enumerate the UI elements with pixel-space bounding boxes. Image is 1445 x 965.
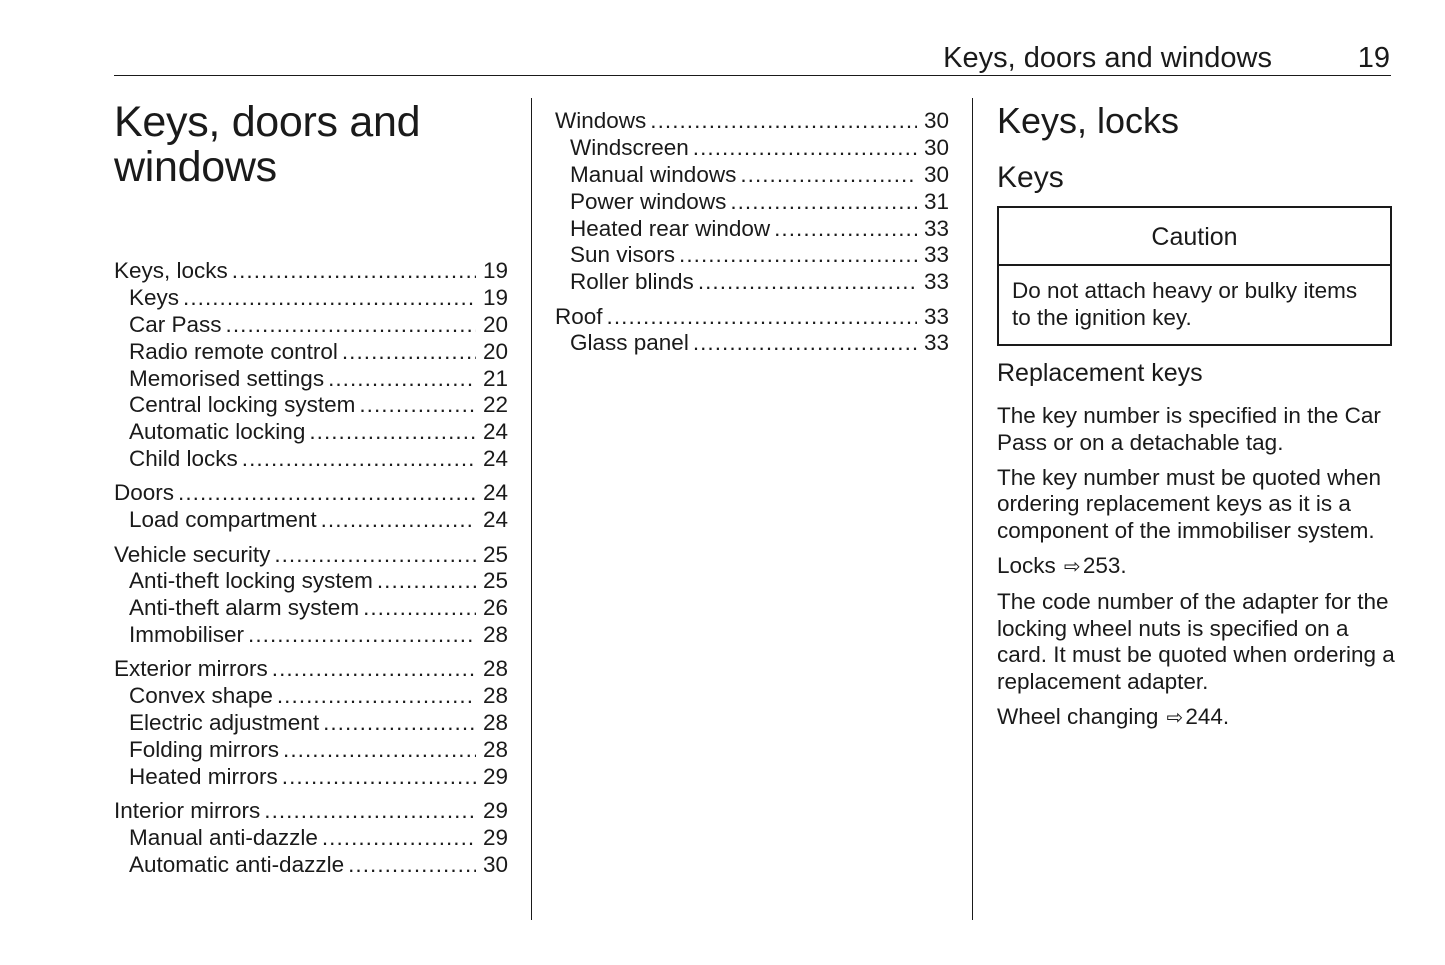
toc-entry[interactable]	[555, 242, 949, 269]
table-of-contents-left	[114, 258, 508, 879]
toc-entry-label: Manual anti-dazzle	[129, 825, 318, 850]
running-header-title: Keys, doors and windows	[943, 42, 1272, 74]
toc-entry[interactable]	[555, 135, 949, 162]
toc-leader-dots	[323, 710, 476, 737]
toc-entry[interactable]	[114, 366, 508, 393]
toc-entry-page: 24	[482, 480, 508, 506]
toc-entry-label: Exterior mirrors	[114, 656, 268, 682]
toc-entry-page: 33	[923, 330, 949, 356]
toc-entry[interactable]	[555, 304, 949, 331]
toc-leader-dots	[283, 737, 476, 764]
toc-entry[interactable]	[114, 764, 508, 791]
toc-entry-page: 24	[482, 446, 508, 472]
toc-entry-label: Interior mirrors	[114, 798, 261, 824]
toc-leader-dots	[730, 189, 917, 216]
toc-leader-dots	[282, 764, 476, 791]
toc-entry-page: 21	[482, 365, 508, 391]
toc-entry[interactable]	[114, 419, 508, 446]
arrow-right-outline-icon: ⇨	[1064, 555, 1081, 578]
toc-leader-dots	[377, 568, 476, 595]
paragraph-key-number: The key number is specified in the Car Pass or on a detachable tag.	[997, 403, 1381, 455]
toc-leader-dots	[248, 622, 476, 649]
toc-entry-page: 30	[923, 108, 949, 133]
toc-leader-dots	[242, 446, 476, 473]
toc-entry-label: Windscreen	[570, 134, 689, 160]
header-divider	[114, 75, 1391, 76]
toc-leader-dots	[359, 392, 476, 419]
toc-leader-dots	[322, 825, 476, 852]
toc-leader-dots	[309, 419, 476, 446]
toc-entry[interactable]	[114, 480, 508, 507]
table-of-contents-middle	[555, 108, 949, 357]
paragraph-adapter-code: The code number of the adapter for the locking wheel nuts is specified on a card. It must be quoted when ordering a replacement adapter.	[997, 588, 1395, 695]
toc-leader-dots	[698, 269, 917, 296]
toc-entry[interactable]	[555, 330, 949, 357]
toc-entry-page: 29	[482, 825, 508, 850]
toc-entry-page: 22	[482, 392, 508, 418]
toc-leader-dots	[342, 339, 476, 366]
toc-entry[interactable]	[114, 542, 508, 569]
toc-entry[interactable]	[114, 825, 508, 852]
toc-entry-label: Roof	[555, 303, 603, 329]
wheel-changing-reference-text: Wheel changing	[997, 703, 1159, 729]
toc-entry-page: 19	[482, 258, 508, 283]
toc-entry-page: 28	[482, 622, 508, 648]
toc-leader-dots	[226, 312, 476, 339]
toc-entry[interactable]	[114, 392, 508, 419]
toc-leader-dots	[321, 507, 476, 534]
toc-entry[interactable]	[555, 162, 949, 189]
toc-entry-label: Sun visors	[570, 242, 676, 268]
toc-entry-page: 28	[482, 710, 508, 736]
toc-entry[interactable]	[114, 798, 508, 825]
toc-entry[interactable]	[555, 216, 949, 243]
toc-entry-page: 31	[923, 188, 949, 214]
toc-entry[interactable]	[114, 446, 508, 473]
toc-leader-dots	[607, 304, 917, 331]
toc-entry-label: Immobiliser	[129, 622, 245, 648]
toc-entry[interactable]	[555, 108, 949, 135]
toc-leader-dots	[232, 258, 476, 285]
toc-entry[interactable]	[114, 339, 508, 366]
toc-entry-label: Car Pass	[129, 311, 222, 337]
toc-entry-page: 28	[482, 683, 508, 709]
replacement-keys-body	[997, 403, 1397, 740]
chapter-title	[114, 100, 514, 190]
toc-leader-dots	[264, 798, 476, 825]
locks-reference-text: Locks	[997, 552, 1056, 578]
toc-entry[interactable]	[114, 312, 508, 339]
toc-entry-label: Radio remote control	[129, 338, 338, 364]
arrow-right-outline-icon: ⇨	[1166, 706, 1184, 729]
toc-entry-label: Folding mirrors	[129, 737, 280, 763]
toc-entry[interactable]	[114, 285, 508, 312]
toc-entry-label: Central locking system	[129, 392, 356, 418]
toc-entry-label: Keys	[129, 284, 180, 310]
toc-entry-label: Power windows	[570, 188, 727, 214]
toc-entry-page: 20	[482, 338, 508, 364]
toc-entry-page: 33	[923, 242, 949, 268]
toc-entry-label: Anti-theft alarm system	[129, 595, 360, 621]
toc-leader-dots	[272, 656, 476, 683]
toc-entry[interactable]	[555, 269, 949, 296]
replacement-keys-heading: Replacement keys	[997, 359, 1203, 387]
toc-entry[interactable]	[114, 595, 508, 622]
chapter-title-line-1: Keys, doors and	[114, 98, 421, 146]
toc-entry[interactable]	[114, 507, 508, 534]
toc-entry-label: Roller blinds	[570, 269, 694, 295]
paragraph-locks-reference	[997, 553, 1397, 581]
toc-entry-page: 19	[482, 284, 508, 310]
caution-text: Do not attach heavy or bulky items to the ignition key.	[1012, 278, 1358, 330]
toc-entry-page: 29	[482, 763, 508, 789]
toc-leader-dots	[363, 595, 476, 622]
toc-entry-label: Windows	[555, 108, 647, 133]
toc-leader-dots	[693, 135, 917, 162]
toc-entry-page: 30	[923, 134, 949, 160]
toc-leader-dots	[328, 366, 476, 393]
toc-entry-label: Automatic anti-dazzle	[129, 851, 345, 877]
toc-entry-label: Doors	[114, 480, 175, 506]
toc-leader-dots	[650, 108, 917, 135]
toc-entry-label: Load compartment	[129, 507, 317, 533]
toc-entry[interactable]	[114, 258, 508, 285]
toc-entry-label: Automatic locking	[129, 419, 306, 445]
caution-heading: Caution	[999, 208, 1390, 266]
toc-entry-page: 25	[482, 568, 508, 594]
column-divider-right	[972, 98, 973, 920]
toc-entry[interactable]	[114, 683, 508, 710]
toc-entry-label: Electric adjustment	[129, 710, 320, 736]
toc-leader-dots	[277, 683, 476, 710]
toc-leader-dots	[774, 216, 917, 243]
page-number: 19	[1357, 42, 1390, 74]
toc-leader-dots	[348, 852, 476, 879]
toc-entry-page: 33	[923, 215, 949, 241]
toc-leader-dots	[274, 542, 476, 569]
toc-entry-page: 20	[482, 311, 508, 337]
toc-entry-page: 25	[482, 541, 508, 567]
toc-entry-label: Heated rear window	[570, 215, 771, 241]
toc-entry-page: 30	[482, 851, 508, 877]
toc-entry-page: 24	[482, 419, 508, 445]
toc-entry[interactable]	[114, 656, 508, 683]
toc-entry-label: Keys, locks	[114, 258, 228, 283]
toc-entry-label: Anti-theft locking system	[129, 568, 373, 594]
toc-entry[interactable]	[114, 568, 508, 595]
paragraph-wheel-changing-reference	[997, 704, 1397, 732]
toc-entry-page: 30	[923, 161, 949, 187]
toc-entry-page: 29	[482, 798, 508, 824]
toc-entry-page: 28	[482, 656, 508, 682]
toc-entry-page: 28	[482, 737, 508, 763]
section-title: Keys, locks	[997, 100, 1180, 141]
toc-leader-dots	[178, 480, 476, 507]
subsection-title-keys: Keys	[997, 161, 1064, 194]
toc-entry[interactable]	[114, 737, 508, 764]
toc-leader-dots	[740, 162, 917, 189]
column-divider-left	[531, 98, 532, 920]
toc-entry[interactable]	[555, 189, 949, 216]
toc-entry[interactable]	[114, 852, 508, 879]
toc-entry[interactable]	[114, 710, 508, 737]
toc-entry-label: Child locks	[129, 446, 238, 472]
chapter-title-line-2: windows	[114, 143, 277, 191]
toc-entry-label: Vehicle security	[114, 541, 271, 567]
toc-entry-page: 33	[923, 269, 949, 295]
wheel-changing-reference-page[interactable]: 244.	[1185, 703, 1230, 729]
toc-entry[interactable]	[114, 622, 508, 649]
toc-entry-page: 33	[923, 303, 949, 329]
toc-leader-dots	[183, 285, 476, 312]
toc-entry-page: 24	[482, 507, 508, 533]
locks-reference-page[interactable]: 253.	[1082, 552, 1127, 578]
toc-entry-page: 26	[482, 595, 508, 621]
toc-entry-label: Convex shape	[129, 683, 273, 709]
toc-entry-label: Manual windows	[570, 161, 737, 187]
toc-entry-label: Heated mirrors	[129, 763, 278, 789]
toc-leader-dots	[693, 330, 917, 357]
paragraph-immobiliser: The key number must be quoted when ordering replacement keys as it is a component of the immobiliser system.	[997, 464, 1381, 544]
toc-leader-dots	[679, 242, 917, 269]
toc-entry-label: Memorised settings	[129, 365, 325, 391]
caution-box	[997, 206, 1392, 346]
toc-entry-label: Glass panel	[570, 330, 689, 356]
